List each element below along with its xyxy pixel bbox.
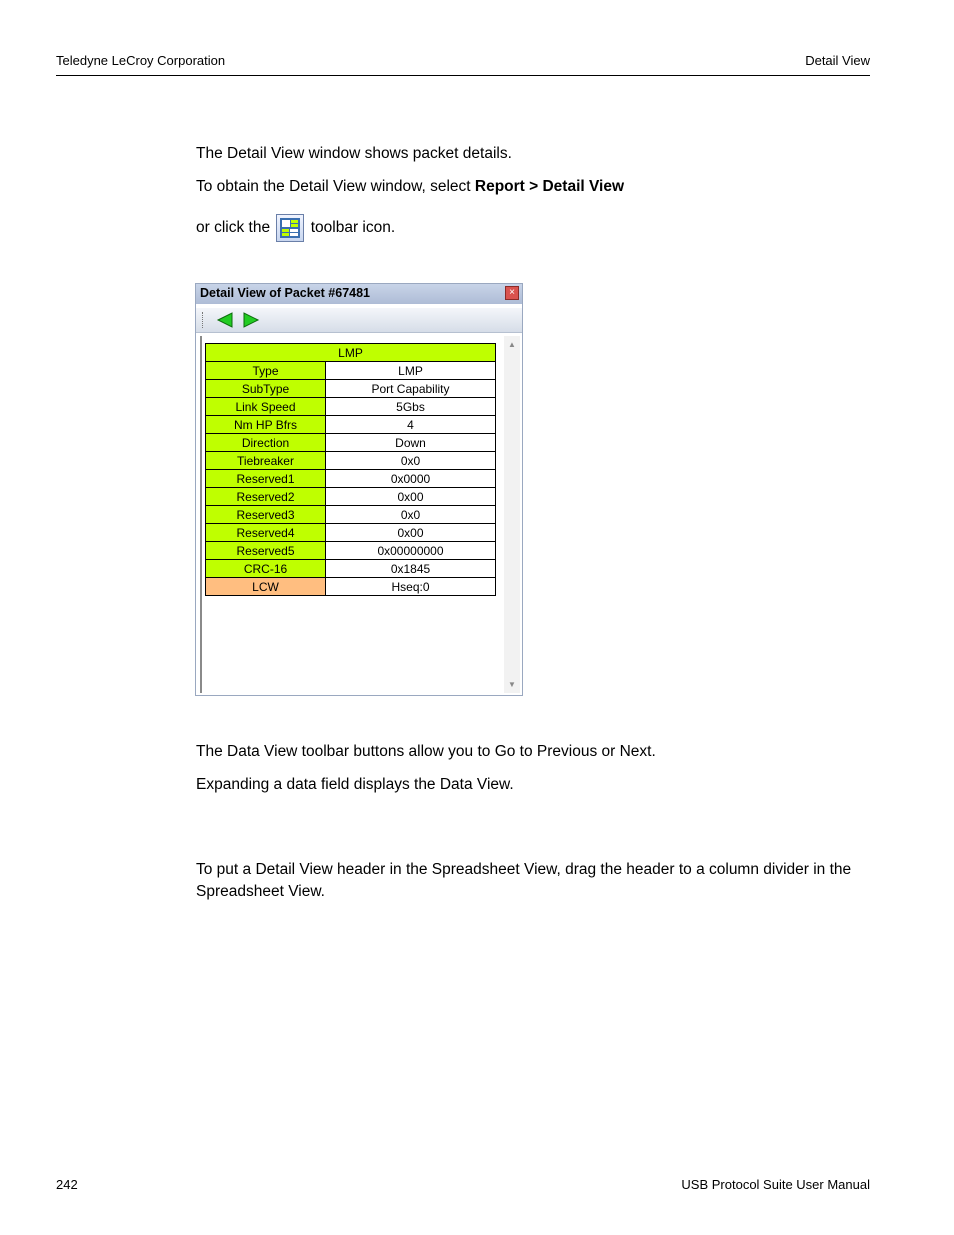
- paragraph-expand: Expanding a data field displays the Data View.: [196, 776, 514, 793]
- paragraph-toolbar: [196, 214, 395, 242]
- field-value: Port Capability: [326, 380, 496, 398]
- header-company: Teledyne LeCroy Corporation: [56, 53, 226, 68]
- paragraph-spreadsheet: To put a Detail View header in the Spreadsheet View, drag the header to a column divider in the Spreadsheet View.: [196, 861, 852, 900]
- field-value: LMP: [326, 362, 496, 380]
- field-name: Link Speed: [206, 398, 326, 416]
- table-row[interactable]: [206, 542, 496, 560]
- table-row[interactable]: [206, 380, 496, 398]
- table-row[interactable]: [206, 398, 496, 416]
- packet-detail-table: [205, 343, 496, 596]
- table-row[interactable]: [206, 452, 496, 470]
- field-name: LCW: [206, 578, 326, 596]
- field-name: Nm HP Bfrs: [206, 416, 326, 434]
- field-value: 0x0000: [326, 470, 496, 488]
- field-value: 0x00: [326, 488, 496, 506]
- field-value: 5Gbs: [326, 398, 496, 416]
- field-name: Direction: [206, 434, 326, 452]
- window-titlebar[interactable]: [196, 284, 522, 304]
- table-row[interactable]: [206, 416, 496, 434]
- menu-path: Report > Detail View: [474, 178, 625, 195]
- menu-instruction: To obtain the Detail View window, select: [196, 178, 475, 195]
- window-title: Detail View of Packet #67481: [200, 286, 371, 300]
- table-row[interactable]: [206, 362, 496, 380]
- detail-view-window: [195, 283, 523, 696]
- toolbar-instruction-prefix: or click the: [196, 219, 271, 237]
- field-name: Type: [206, 362, 326, 380]
- toolbar-instruction-suffix: toolbar icon.: [310, 219, 396, 237]
- field-value: 0x0: [326, 506, 496, 524]
- toolbar-grip[interactable]: [202, 312, 206, 328]
- manual-title: USB Protocol Suite User Manual: [681, 1177, 870, 1192]
- window-toolbar: [196, 308, 522, 333]
- field-value: 0x00: [326, 524, 496, 542]
- field-name: Reserved3: [206, 506, 326, 524]
- page-header: [56, 53, 870, 76]
- field-value: 0x1845: [326, 560, 496, 578]
- previous-arrow-icon[interactable]: [216, 312, 234, 328]
- paragraph-navigation: The Data View toolbar buttons allow you to Go to Previous or Next.: [196, 743, 656, 760]
- field-name: Reserved4: [206, 524, 326, 542]
- vertical-scrollbar[interactable]: [504, 336, 520, 693]
- scroll-down-icon[interactable]: ▼: [508, 680, 516, 689]
- table-row[interactable]: [206, 506, 496, 524]
- field-name: Reserved2: [206, 488, 326, 506]
- table-row[interactable]: [206, 560, 496, 578]
- table-row[interactable]: [206, 434, 496, 452]
- table-row[interactable]: [206, 470, 496, 488]
- field-name: SubType: [206, 380, 326, 398]
- scroll-up-icon[interactable]: ▲: [508, 340, 516, 349]
- field-name: Reserved5: [206, 542, 326, 560]
- field-value: 4: [326, 416, 496, 434]
- table-header-lmp[interactable]: LMP: [206, 344, 496, 362]
- detail-content-pane: [200, 336, 498, 693]
- field-value: Hseq:0: [326, 578, 496, 596]
- field-value: Down: [326, 434, 496, 452]
- field-name: Tiebreaker: [206, 452, 326, 470]
- page-number: 242: [56, 1177, 78, 1192]
- table-row[interactable]: [206, 578, 496, 596]
- detail-view-toolbar-icon: [276, 214, 304, 242]
- field-value: 0x00000000: [326, 542, 496, 560]
- field-name: CRC-16: [206, 560, 326, 578]
- field-name: Reserved1: [206, 470, 326, 488]
- header-section: Detail View: [805, 53, 870, 68]
- table-row[interactable]: [206, 488, 496, 506]
- paragraph-menu: [196, 176, 624, 198]
- paragraph-intro: The Detail View window shows packet details.: [196, 145, 512, 162]
- field-value: 0x0: [326, 452, 496, 470]
- table-row[interactable]: [206, 524, 496, 542]
- close-icon[interactable]: ×: [505, 286, 519, 300]
- next-arrow-icon[interactable]: [242, 312, 260, 328]
